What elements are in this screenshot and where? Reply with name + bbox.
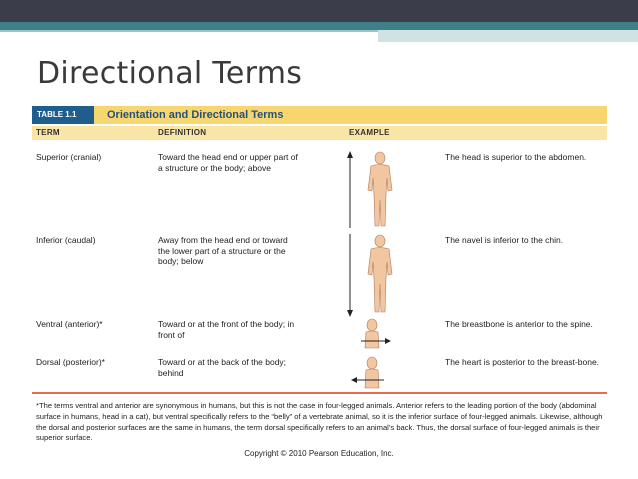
row-ventral-term: Ventral (anterior)* — [36, 319, 103, 329]
row-inferior-definition: Away from the head end or toward the lower part of a structure or the body; below — [158, 235, 288, 267]
row-ventral-example: The breastbone is anterior to the spine. — [445, 319, 593, 329]
slide-top-bar — [0, 0, 638, 22]
column-header-term: TERM — [36, 128, 60, 137]
column-header-definition: DEFINITION — [158, 128, 207, 137]
ventral-figure-illustration — [357, 318, 391, 350]
human-torso-side-icon — [365, 357, 379, 388]
row-dorsal-example: The heart is posterior to the breast-bone. — [445, 357, 600, 367]
row-dorsal-term: Dorsal (posterior)* — [36, 357, 105, 367]
slide-title: Directional Terms — [37, 56, 303, 91]
dorsal-arrowhead-icon — [351, 377, 357, 383]
superior-arrowhead-icon — [347, 151, 353, 158]
slide-accent-line — [0, 30, 378, 32]
row-superior-example: The head is superior to the abdomen. — [445, 152, 587, 162]
row-dorsal-definition: Toward or at the back of the body; behind — [158, 357, 287, 378]
row-superior-definition: Toward the head end or upper part of a structure or the body; above — [158, 152, 298, 173]
dorsal-figure-illustration — [350, 356, 390, 390]
inferior-arrowhead-icon — [347, 310, 353, 317]
row-ventral-definition: Toward or at the front of the body; in front of — [158, 319, 295, 340]
superior-figure-illustration — [342, 150, 402, 230]
row-inferior-term: Inferior (caudal) — [36, 235, 96, 245]
ventral-arrowhead-icon — [385, 338, 391, 344]
column-header-bar — [32, 126, 607, 140]
table-footnote-divider — [32, 392, 607, 394]
inferior-figure-illustration — [342, 232, 402, 318]
human-body-front-icon — [368, 152, 392, 226]
orientation-table — [32, 106, 607, 446]
row-superior-term: Superior (cranial) — [36, 152, 102, 162]
human-body-front-icon — [368, 235, 392, 312]
human-torso-side-icon — [365, 319, 379, 348]
table-title: Orientation and Directional Terms — [107, 109, 284, 121]
row-inferior-example: The navel is inferior to the chin. — [445, 235, 564, 245]
slide-accent-block — [378, 30, 638, 42]
table-number: TABLE 1.1 — [32, 106, 94, 124]
copyright-notice: Copyright © 2010 Pearson Education, Inc. — [244, 449, 394, 458]
slide-accent-bar — [0, 22, 638, 30]
table-footnote: *The terms ventral and anterior are synonymous in humans, but this is not the case in four-legged animals. Anterior refers to the leading portion of the body (abdominal surface in humans, head in a cat), but ventral specifically refers to the “belly” of a vertebrate animal, so it is the inferior surface of four-legged animals. Likewise, although the dorsal and posterior surfaces are the same in humans, the term dorsal specifically refers to an animal’s back. Thus, the dorsal surface of four-legged animals is their superior surface. — [36, 401, 603, 443]
column-header-example: EXAMPLE — [349, 128, 390, 137]
